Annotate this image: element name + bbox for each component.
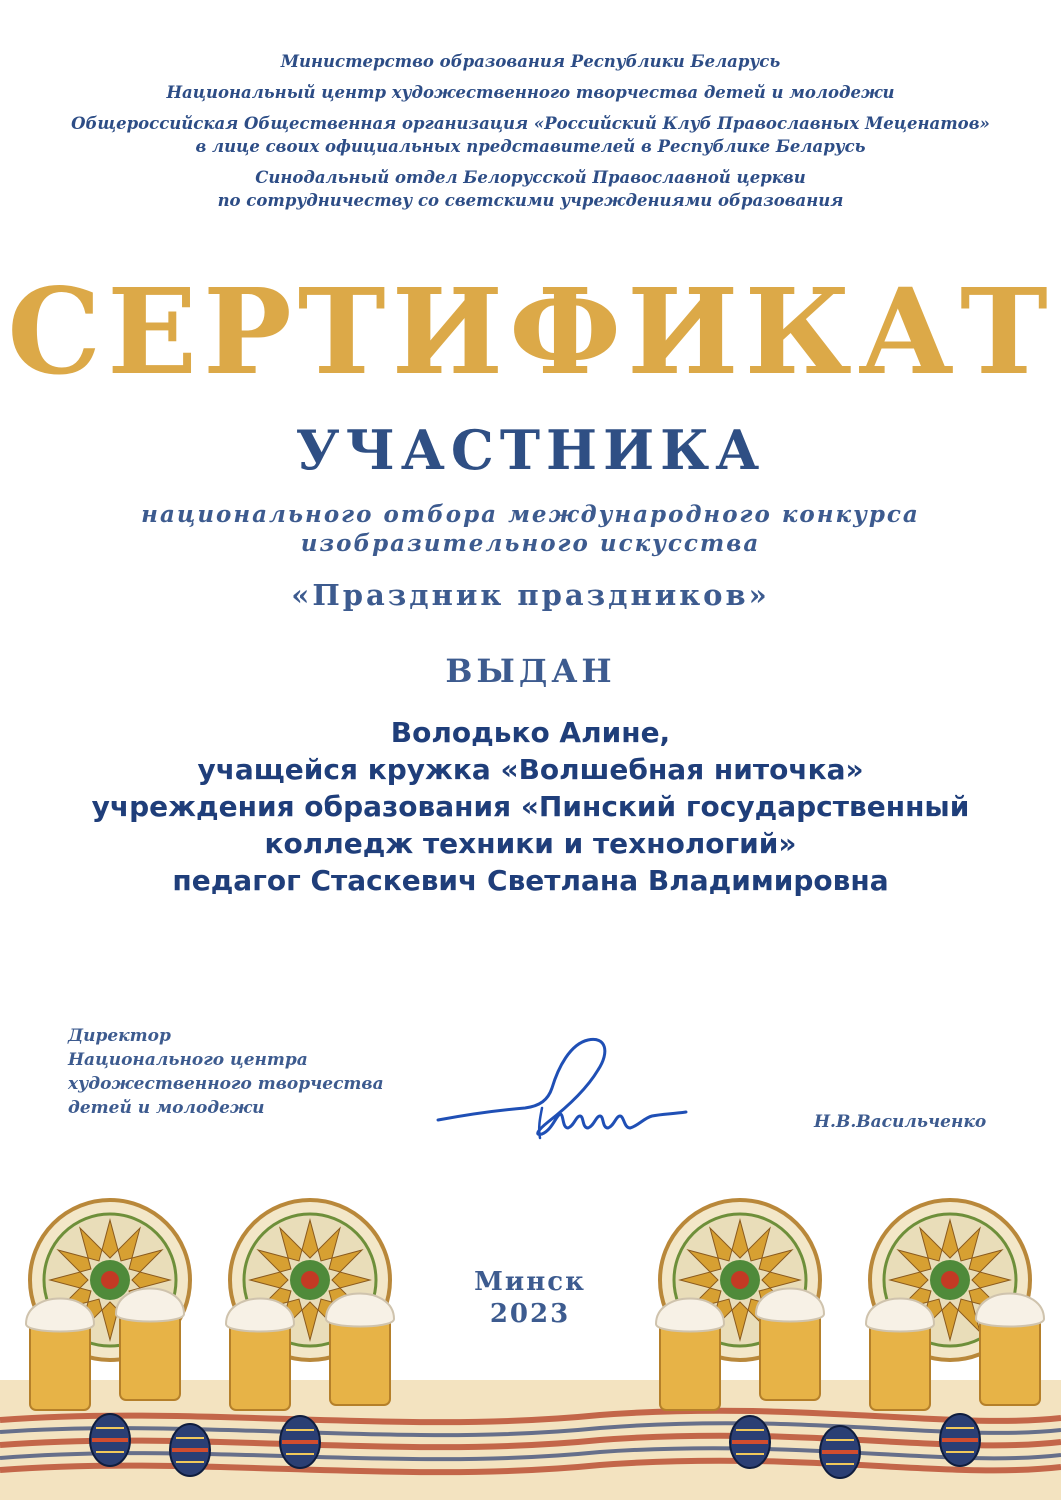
- header-line-synodal-department: Синодальный отдел Белорусской Православной церкви: [255, 168, 806, 187]
- header-line-cooperation: по сотрудничеству со светскими учреждениями образования: [217, 191, 844, 210]
- recipient-institution: учреждения образования «Пинский государственный: [91, 790, 970, 823]
- certificate-subtitle: УЧАСТНИКА: [295, 418, 766, 482]
- issue-year: 2023: [489, 1299, 571, 1329]
- place-and-date: [430, 1266, 630, 1330]
- city-name: Минск: [474, 1267, 586, 1297]
- header-line-organization: Общероссийская Общественная организация «Российский Клуб Православных Меценатов»: [71, 114, 990, 133]
- contest-line-2: изобразительного искусства: [300, 530, 761, 557]
- director-title: [68, 1024, 398, 1120]
- recipient-institution-cont: колледж техники и технологий»: [264, 827, 797, 860]
- recipient-club: учащейся кружка «Волшебная ниточка»: [197, 753, 864, 786]
- recipient-name: Володько Алине,: [390, 716, 671, 749]
- header-line-national-center: Национальный центр художественного творчества детей и молодежи: [166, 83, 895, 102]
- contest-description: [0, 500, 1061, 558]
- header-line-representatives: в лице своих официальных представителей в Республике Беларусь: [195, 137, 866, 156]
- director-line-2: Национального центра: [68, 1050, 308, 1070]
- recipient-teacher: педагог Стаскевич Светлана Владимировна: [172, 864, 889, 897]
- contest-line-1: национального отбора международного конкурса: [141, 501, 920, 528]
- contest-name: «Праздник праздников»: [291, 578, 770, 612]
- director-line-3: художественного творчества: [68, 1074, 384, 1094]
- issued-label: ВЫДАН: [445, 652, 616, 690]
- easter-decoration-image: [0, 1180, 1061, 1500]
- director-line-4: детей и молодежи: [68, 1098, 265, 1118]
- signature-image: [430, 1030, 710, 1150]
- director-line-1: Директор: [68, 1026, 171, 1046]
- certificate-title: СЕРТИФИКАТ: [7, 262, 1054, 401]
- recipient-block: [0, 714, 1061, 899]
- issuing-organizations: [0, 50, 1061, 212]
- signer-name: Н.В.Васильченко: [814, 1112, 987, 1132]
- header-line-ministry: Министерство образования Республики Беларусь: [280, 52, 781, 71]
